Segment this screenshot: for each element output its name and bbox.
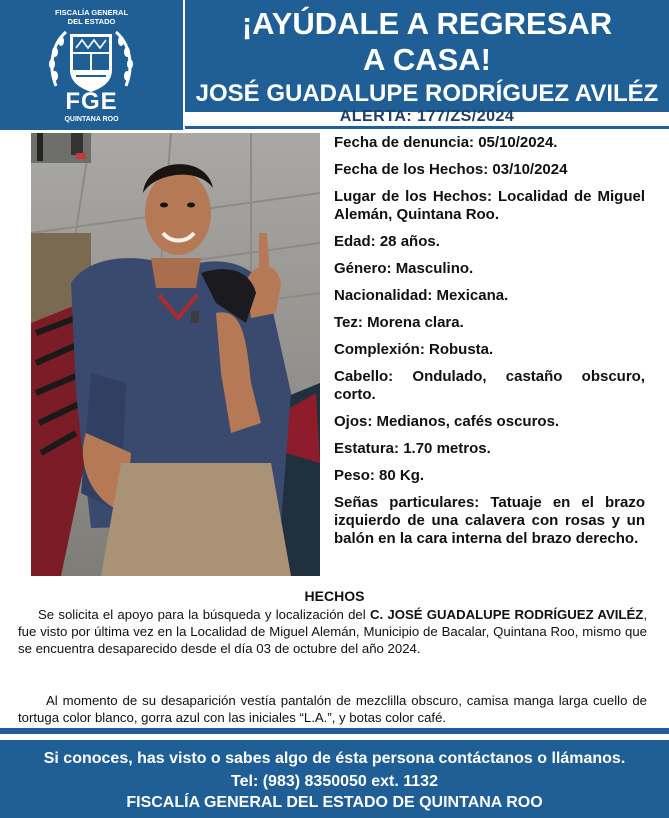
hechos-paragraph-1: Se solicita el apoyo para la búsqueda y localización del C. JOSÉ GUADALUPE RODRÍGUEZ AVILÉZ, fue visto por última vez en la Localidad de Miguel Alemán, Municipio de Bacalar, Quintana Roo, mismo que se encuentra desaparecido desde el día 03 de octubre del año 2024. [18,607,647,656]
detail-senas-particulares: Señas particulares: Tatuaje en el brazo izquierdo de una calavera con rosas y un balón en la cara interna del brazo derecho. [334,494,645,547]
contact-footer [0,740,669,818]
photo-illustration [31,133,320,576]
logo-top-line1: FISCALÍA GENERAL [54,8,129,17]
logo-top-text [0,8,183,26]
missing-person-photo [31,133,320,576]
detail-nacionalidad: Nacionalidad: Mexicana. [334,287,509,304]
state-emblem-icon [46,26,136,96]
detail-ojos: Ojos: Medianos, cafés oscuros. [334,413,560,430]
title-line2: A CASA! [362,42,491,77]
hechos-person-name: C. JOSÉ GUADALUPE RODRÍGUEZ AVILÉZ [369,607,644,622]
detail-fecha-hechos: Fecha de los Hechos: 03/10/2024 [334,161,568,178]
contact-phone: Tel: (983) 8350050 ext. 1132 [231,773,438,790]
alert-underline [185,126,669,129]
footer-institution: FISCALÍA GENERAL DEL ESTADO DE QUINTANA ROO [126,794,543,811]
poster-title [185,6,669,78]
title-banner [185,0,669,112]
detail-peso: Peso: 80 Kg. [334,467,425,484]
detail-tez: Tez: Morena clara. [334,314,464,331]
detail-estatura: Estatura: 1.70 metros. [334,440,491,457]
missing-person-name: JOSÉ GUADALUPE RODRÍGUEZ AVILÉZ [195,80,659,107]
person-details [334,134,645,557]
title-line1: ¡AYÚDALE A REGRESAR [241,6,613,41]
hechos-heading: HECHOS [304,588,365,604]
footer-divider [0,728,669,734]
logo-bottom-text: QUINTANA ROO [64,116,119,123]
header [0,0,669,130]
detail-genero: Género: Masculino. [334,260,474,277]
detail-fecha-denuncia: Fecha de denuncia: 05/10/2024. [334,134,558,151]
contact-message: Si conoces, has visto o sabes algo de ésta persona contáctanos o llámanos. [43,750,626,767]
fge-logo [0,0,183,130]
alert-number: ALERTA: 177/ZS/2024 [339,108,515,125]
detail-complexion: Complexión: Robusta. [334,341,494,358]
logo-top-line2: DEL ESTADO [67,17,116,26]
detail-lugar-hechos: Lugar de los Hechos: Localidad de Miguel Alemán, Quintana Roo. [334,188,645,223]
detail-edad: Edad: 28 años. [334,233,440,250]
logo-acronym: FGE [65,88,118,115]
hechos-paragraph-2: Al momento de su desaparición vestía pantalón de mezclilla obscuro, camisa manga larga cuello de tortuga color blanco, gorra azul con las iniciales “L.A.”, y botas color café. [18,693,647,725]
detail-cabello: Cabello: Ondulado, castaño obscuro, corto. [334,368,646,403]
